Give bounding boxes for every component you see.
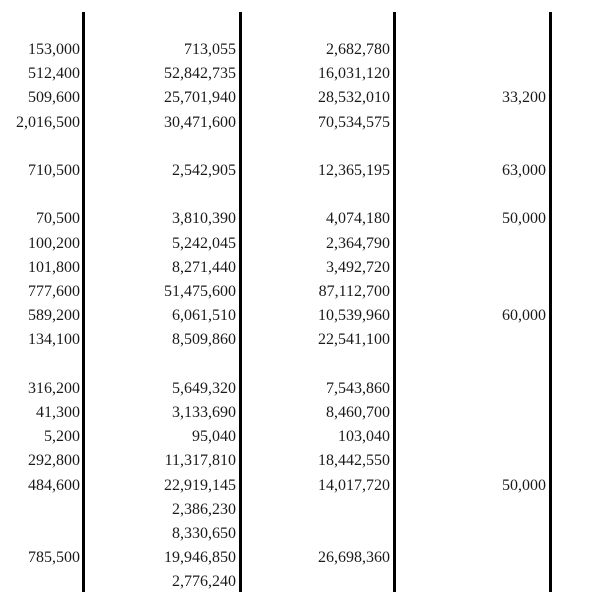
table-cell-col1: 70,500	[36, 210, 80, 228]
table-cell-col2: 8,330,650	[172, 525, 236, 542]
table-cell-col4: 50,000	[502, 476, 546, 494]
table-cell-col3: 7,543,860	[326, 379, 390, 397]
table-cell-col2: 6,061,510	[172, 307, 236, 325]
table-cell-col2: 51,475,600	[164, 283, 236, 300]
table-cell-col1: 785,500	[28, 549, 80, 567]
table-cell-col2: 19,946,850	[164, 549, 236, 567]
table-cell-col2: 22,919,145	[164, 476, 236, 494]
table-cell-col1: 316,200	[28, 379, 80, 397]
table-cell-col3: 103,040	[338, 428, 390, 446]
table-cell-col1: 101,800	[28, 258, 80, 276]
table-cell-col2: 2,776,240	[172, 573, 236, 591]
table-cell-col4: 50,000	[502, 210, 546, 228]
table-cell-col4: 33,200	[502, 89, 546, 107]
table-cell-col3: 14,017,720	[318, 476, 390, 494]
column-divider	[549, 12, 552, 592]
table-cell-col1: 512,400	[28, 65, 80, 83]
table-cell-col1: 589,200	[28, 307, 80, 325]
table-cell-col3: 12,365,195	[318, 162, 390, 179]
table-cell-col3: 87,112,700	[318, 283, 390, 300]
table-cell-col3: 18,442,550	[318, 452, 390, 470]
table-cell-col1: 100,200	[28, 234, 80, 252]
table-cell-col2: 30,471,600	[164, 113, 236, 131]
column-divider	[393, 12, 396, 592]
table-cell-col3: 70,534,575	[318, 113, 390, 131]
column-divider	[82, 12, 85, 592]
table-cell-col1: 509,600	[28, 89, 80, 107]
table-cell-col3: 2,682,780	[326, 41, 390, 58]
table-cell-col2: 5,242,045	[172, 234, 236, 252]
table-cell-col3: 3,492,720	[326, 258, 390, 276]
table-cell-col1: 2,016,500	[16, 113, 80, 131]
table-cell-col2: 95,040	[192, 428, 236, 446]
table-cell-col1: 484,600	[28, 476, 80, 494]
table-cell-col1: 710,500	[28, 162, 80, 179]
table-cell-col3: 2,364,790	[326, 234, 390, 252]
table-cell-col3: 22,541,100	[318, 331, 390, 349]
table-cell-col1: 5,200	[44, 428, 80, 446]
table-cell-col1: 153,000	[28, 41, 80, 58]
table-cell-col2: 8,271,440	[172, 258, 236, 276]
table-cell-col3: 10,539,960	[318, 307, 390, 325]
table-cell-col4: 60,000	[502, 307, 546, 325]
column-divider	[239, 12, 242, 592]
table-cell-col2: 2,542,905	[172, 162, 236, 179]
table-cell-col2: 713,055	[184, 41, 236, 58]
table-cell-col3: 16,031,120	[318, 65, 390, 83]
table-cell-col2: 8,509,860	[172, 331, 236, 349]
table-cell-col1: 777,600	[28, 283, 80, 300]
table-cell-col1: 134,100	[28, 331, 80, 349]
table-cell-col4: 63,000	[502, 162, 546, 179]
table-cell-col3: 26,698,360	[318, 549, 390, 567]
table-cell-col2: 3,133,690	[172, 404, 236, 421]
table-cell-col1: 41,300	[36, 404, 80, 421]
table-cell-col2: 25,701,940	[164, 89, 236, 107]
table-cell-col2: 5,649,320	[172, 379, 236, 397]
table-cell-col2: 11,317,810	[164, 452, 236, 470]
table-cell-col3: 8,460,700	[326, 404, 390, 421]
table-cell-col2: 3,810,390	[172, 210, 236, 228]
table-cell-col2: 52,842,735	[164, 65, 236, 83]
table-cell-col2: 2,386,230	[172, 500, 236, 518]
table-cell-col1: 292,800	[28, 452, 80, 470]
table-cell-col3: 4,074,180	[326, 210, 390, 228]
table-cell-col3: 28,532,010	[318, 89, 390, 107]
